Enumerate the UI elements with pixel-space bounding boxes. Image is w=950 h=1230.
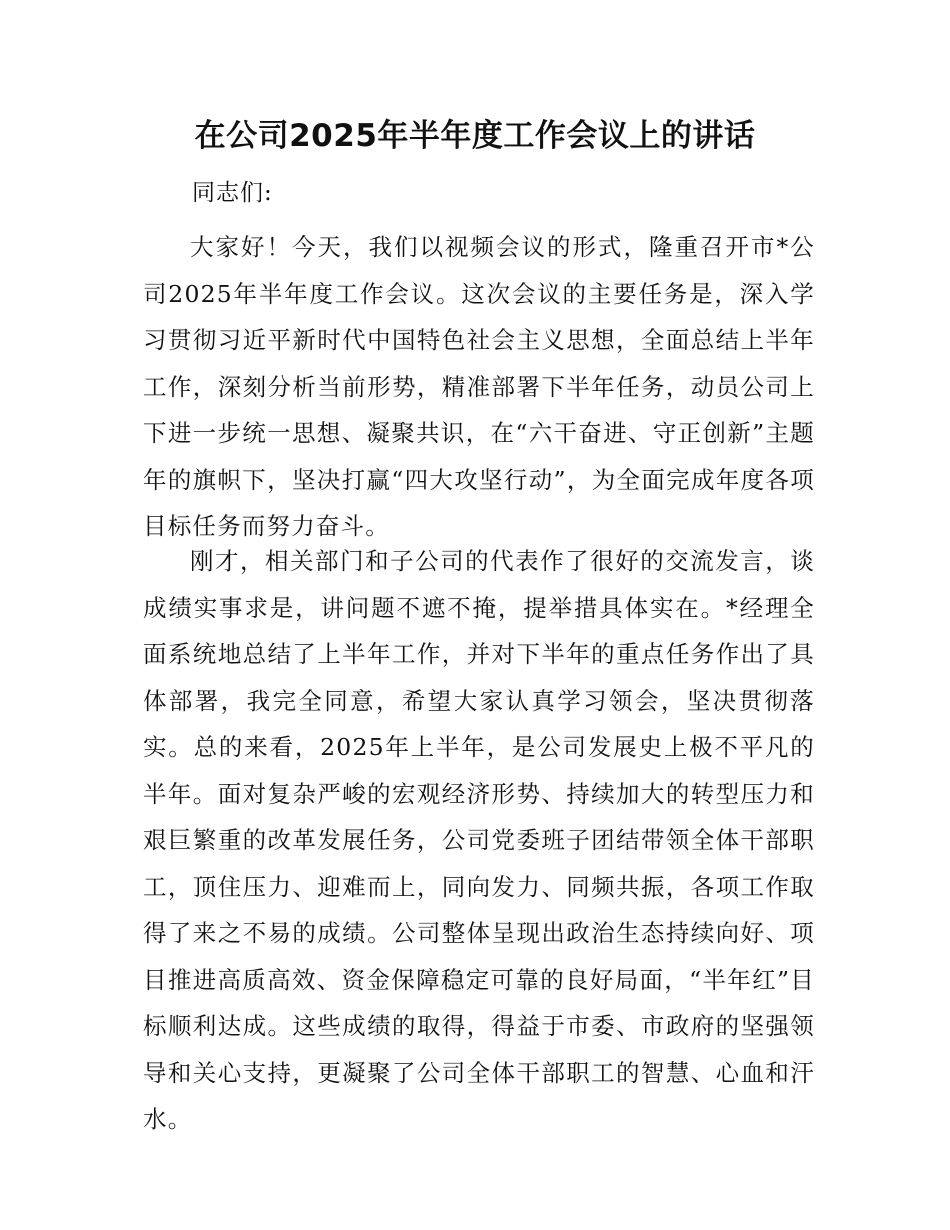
- salutation: 同志们:: [192, 180, 273, 206]
- paragraph-opening: 大家好！今天，我们以视频会议的形式，隆重召开市*公司2025年半年度工作会议。这次会议的主要任务是，深入学习贯彻习近平新时代中国特色社会主义思想，全面总结上半年工作，深刻分析当前形势，精准部署下半年任务，动员公司上下进一步统一思想、凝聚共识，在“六干奋进、守正创新”主题年的旗帜下，坚决打赢“四大攻坚行动”，为全面完成年度各项目标任务而努力奋斗。: [143, 233, 815, 540]
- paragraph-summary: 刚才，相关部门和子公司的代表作了很好的交流发言，谈成绩实事求是，讲问题不遮不掩，提举措具体实在。*经理全面系统地总结了上半年工作，并对下半年的重点任务作出了具体部署，我完全同意，希望大家认真学习领会，坚决贯彻落实。总的来看，2025年上半年，是公司发展史上极不平凡的半年。面对复杂严峻的宏观经济形势、持续加大的转型压力和艰巨繁重的改革发展任务，公司党委班子团结带领全体干部职工，顶住压力、迎难而上，同向发力、同频共振，各项工作取得了来之不易的成绩。公司整体呈现出政治生态持续向好、项目推进高质高效、资金保障稳定可靠的良好局面，“半年红”目标顺利达成。这些成绩的取得，得益于市委、市政府的坚强领导和关心支持，更凝聚了公司全体干部职工的智慧、心血和汗水。: [143, 547, 815, 1133]
- document-title: 在公司2025年半年度工作会议上的讲话: [194, 118, 756, 154]
